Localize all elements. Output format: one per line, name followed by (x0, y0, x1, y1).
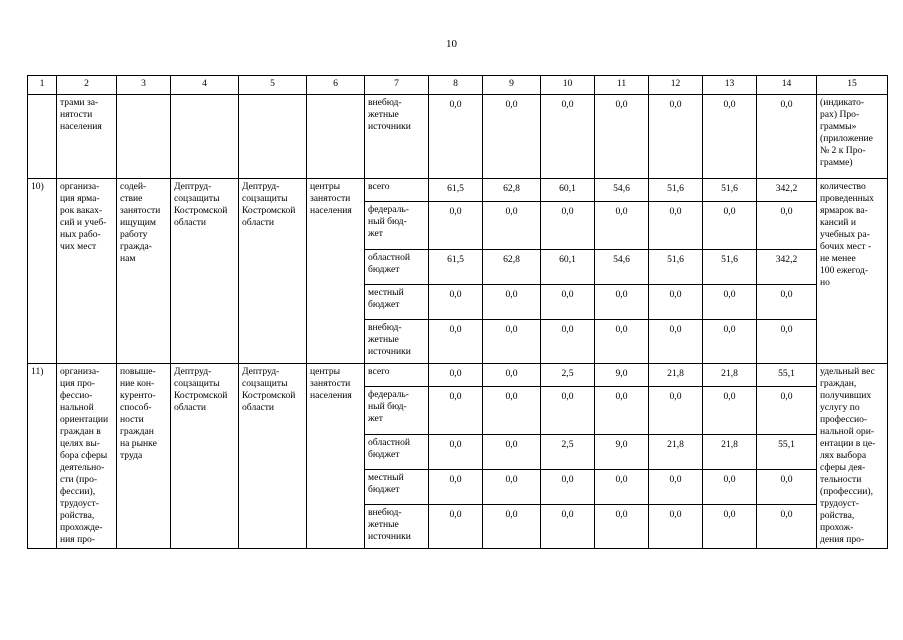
value-cell: 51,6 (649, 179, 703, 202)
column-header: 13 (703, 76, 757, 95)
value-cell: 0,0 (541, 202, 595, 250)
column-header: 5 (239, 76, 307, 95)
funding-source-cell: областной бюджет (365, 435, 429, 470)
activity-cell: организа- ция ярма- рок ваках- сий и учеб- ных рабо- чих мест (57, 179, 117, 364)
funding-source-cell: всего (365, 179, 429, 202)
value-cell: 21,8 (703, 364, 757, 387)
value-cell: 0,0 (429, 387, 483, 435)
value-cell: 54,6 (595, 179, 649, 202)
value-cell: 0,0 (649, 285, 703, 320)
value-cell: 0,0 (703, 285, 757, 320)
value-cell: 0,0 (483, 470, 541, 505)
value-cell: 0,0 (595, 320, 649, 364)
value-cell: 0,0 (649, 320, 703, 364)
program-activities-table (27, 75, 888, 549)
value-cell: 0,0 (757, 387, 817, 435)
value-cell: 0,0 (429, 435, 483, 470)
value-cell: 0,0 (757, 202, 817, 250)
goal-cell: повыше- ние кон- куренто- способ- ности граждан на рынке труда (117, 364, 171, 549)
responsible-cell: Дептруд- соцзащиты Костромской области (171, 364, 239, 549)
value-cell: 0,0 (483, 320, 541, 364)
indicator-cell: количество проведенных ярмарок ва- кансий и учебных ра- бочих мест - не менее 100 ежегод- но (817, 179, 888, 364)
column-header: 4 (171, 76, 239, 95)
header-row (28, 76, 888, 95)
value-cell: 9,0 (595, 435, 649, 470)
value-cell: 62,8 (483, 250, 541, 285)
indicator-cell: (индикато- рах) Про- граммы» (приложение № 2 к Про- грамме) (817, 95, 888, 179)
column-header: 6 (307, 76, 365, 95)
funding-source-cell: федераль- ный бюд- жет (365, 387, 429, 435)
value-cell: 0,0 (649, 505, 703, 549)
value-cell: 0,0 (483, 387, 541, 435)
column-header: 9 (483, 76, 541, 95)
value-cell: 0,0 (429, 95, 483, 179)
row-number-cell: 11) (28, 364, 57, 549)
value-cell: 51,6 (703, 250, 757, 285)
coexecutor-cell: Дептруд- соцзащиты Костромской области (239, 179, 307, 364)
value-cell: 0,0 (429, 285, 483, 320)
value-cell: 0,0 (757, 320, 817, 364)
value-cell: 0,0 (595, 285, 649, 320)
value-cell: 0,0 (541, 285, 595, 320)
funding-source-cell: внебюд- жетные источники (365, 95, 429, 179)
value-cell: 61,5 (429, 179, 483, 202)
table-row (28, 95, 888, 179)
value-cell: 51,6 (703, 179, 757, 202)
value-cell: 0,0 (429, 364, 483, 387)
value-cell: 342,2 (757, 179, 817, 202)
funding-source-cell: внебюд- жетные источники (365, 505, 429, 549)
indicator-cell: удельный вес граждан, получивших услугу по профессио- нальной ори- ентации в це- лях выбора сферы дея- тельности (профессии), трудоуст- ройства, прохож- дения про- (817, 364, 888, 549)
participants-cell: центры занятости населения (307, 179, 365, 364)
value-cell: 0,0 (429, 320, 483, 364)
column-header: 11 (595, 76, 649, 95)
value-cell: 21,8 (649, 435, 703, 470)
value-cell: 55,1 (757, 435, 817, 470)
value-cell: 0,0 (649, 202, 703, 250)
responsible-cell (171, 95, 239, 179)
value-cell: 2,5 (541, 435, 595, 470)
goal-cell: содей- ствие занятости ищущим работу гражда- нам (117, 179, 171, 364)
responsible-cell: Дептруд- соцзащиты Костромской области (171, 179, 239, 364)
funding-source-cell: федераль- ный бюд- жет (365, 202, 429, 250)
value-cell: 0,0 (649, 95, 703, 179)
funding-source-cell: местный бюджет (365, 285, 429, 320)
column-header: 15 (817, 76, 888, 95)
value-cell: 51,6 (649, 250, 703, 285)
value-cell: 0,0 (483, 435, 541, 470)
value-cell: 60,1 (541, 250, 595, 285)
value-cell: 0,0 (541, 95, 595, 179)
coexecutor-cell: Дептруд- соцзащиты Костромской области (239, 364, 307, 549)
value-cell: 9,0 (595, 364, 649, 387)
value-cell: 0,0 (483, 505, 541, 549)
value-cell: 21,8 (649, 364, 703, 387)
page-number: 10 (446, 38, 457, 50)
value-cell: 21,8 (703, 435, 757, 470)
value-cell: 0,0 (703, 95, 757, 179)
value-cell: 0,0 (483, 95, 541, 179)
column-header: 7 (365, 76, 429, 95)
table-row (28, 364, 888, 387)
value-cell: 0,0 (541, 505, 595, 549)
row-number-cell (28, 95, 57, 179)
column-header: 3 (117, 76, 171, 95)
funding-source-cell: всего (365, 364, 429, 387)
value-cell: 0,0 (649, 470, 703, 505)
value-cell: 0,0 (595, 202, 649, 250)
value-cell: 0,0 (649, 387, 703, 435)
value-cell: 0,0 (595, 95, 649, 179)
value-cell: 61,5 (429, 250, 483, 285)
value-cell: 0,0 (757, 285, 817, 320)
value-cell: 0,0 (757, 470, 817, 505)
goal-cell (117, 95, 171, 179)
value-cell: 0,0 (595, 505, 649, 549)
value-cell: 342,2 (757, 250, 817, 285)
value-cell: 0,0 (757, 95, 817, 179)
value-cell: 0,0 (483, 202, 541, 250)
participants-cell: центры занятости населения (307, 364, 365, 549)
table-row (28, 179, 888, 202)
value-cell: 0,0 (429, 470, 483, 505)
value-cell: 0,0 (429, 505, 483, 549)
value-cell: 0,0 (541, 470, 595, 505)
value-cell: 55,1 (757, 364, 817, 387)
column-header: 14 (757, 76, 817, 95)
value-cell: 0,0 (429, 202, 483, 250)
value-cell: 0,0 (595, 387, 649, 435)
column-header: 2 (57, 76, 117, 95)
value-cell: 0,0 (541, 320, 595, 364)
value-cell: 0,0 (703, 387, 757, 435)
column-header: 8 (429, 76, 483, 95)
row-number-cell: 10) (28, 179, 57, 364)
value-cell: 0,0 (703, 505, 757, 549)
value-cell: 0,0 (541, 387, 595, 435)
value-cell: 60,1 (541, 179, 595, 202)
value-cell: 0,0 (703, 202, 757, 250)
value-cell: 0,0 (483, 285, 541, 320)
activity-cell: трами за- нятости населения (57, 95, 117, 179)
column-header: 10 (541, 76, 595, 95)
coexecutor-cell (239, 95, 307, 179)
activity-cell: организа- ция про- фессио- нальной ориентации граждан в целях вы- бора сферы деятельно- сти (про- фессии), трудоуст- ройства, прохожде- ния про- (57, 364, 117, 549)
participants-cell (307, 95, 365, 179)
value-cell: 0,0 (595, 470, 649, 505)
column-header: 12 (649, 76, 703, 95)
column-header: 1 (28, 76, 57, 95)
funding-source-cell: областной бюджет (365, 250, 429, 285)
value-cell: 0,0 (757, 505, 817, 549)
funding-source-cell: местный бюджет (365, 470, 429, 505)
value-cell: 0,0 (703, 320, 757, 364)
value-cell: 0,0 (703, 470, 757, 505)
value-cell: 0,0 (483, 364, 541, 387)
value-cell: 54,6 (595, 250, 649, 285)
value-cell: 62,8 (483, 179, 541, 202)
value-cell: 2,5 (541, 364, 595, 387)
funding-source-cell: внебюд- жетные источники (365, 320, 429, 364)
